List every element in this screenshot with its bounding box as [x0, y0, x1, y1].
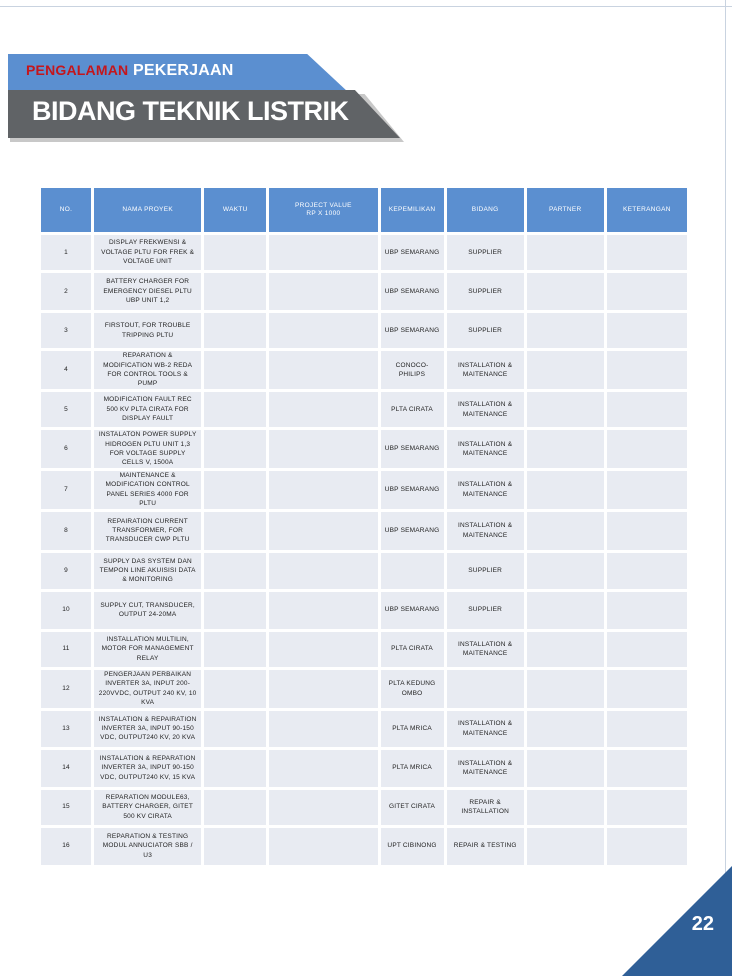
cell-project-value [269, 592, 377, 629]
cell-nama-proyek: DISPLAY FREKWENSI & VOLTAGE PLTU FOR FREK & VOLTAGE UNIT [94, 235, 201, 270]
cell-partner [527, 392, 604, 427]
cell-no: 7 [41, 471, 91, 509]
cell-keterangan [607, 273, 687, 310]
cell-no: 13 [41, 711, 91, 747]
cell-nama-proyek: FIRSTOUT, FOR TROUBLE TRIPPING PLTU [94, 313, 201, 348]
cell-keterangan [607, 632, 687, 667]
cell-no: 15 [41, 790, 91, 825]
cell-waktu [204, 430, 266, 468]
cell-waktu [204, 790, 266, 825]
cell-waktu [204, 670, 266, 708]
table-row [41, 670, 687, 708]
cell-keterangan [607, 313, 687, 348]
cell-nama-proyek: INSTALATION & REPAIRATION INVERTER 3A, INPUT 90-150 VDC, OUTPUT240 KV, 20 KVA [94, 711, 201, 747]
table-row [41, 392, 687, 427]
cell-bidang: INSTALLATION & MAITENANCE [447, 512, 524, 550]
cell-waktu [204, 273, 266, 310]
cell-keterangan [607, 670, 687, 708]
page-title: BIDANG TEKNIK LISTRIK [32, 96, 349, 126]
cell-no: 4 [41, 351, 91, 389]
cell-kepemilikan: PLTA KEDUNG OMBO [381, 670, 444, 708]
cell-partner [527, 351, 604, 389]
cell-kepemilikan: PLTA MRICA [381, 711, 444, 747]
table-row [41, 592, 687, 629]
table-row [41, 313, 687, 348]
header-project-value-line2: RP X 1000 [306, 210, 341, 217]
cell-waktu [204, 313, 266, 348]
cell-project-value [269, 430, 377, 468]
cell-no: 1 [41, 235, 91, 270]
cell-bidang: INSTALLATION & MAITENANCE [447, 632, 524, 667]
cell-project-value [269, 750, 377, 787]
cell-no: 10 [41, 592, 91, 629]
header-keterangan: KETERANGAN [607, 188, 687, 232]
cell-waktu [204, 592, 266, 629]
cell-waktu [204, 553, 266, 589]
cell-partner [527, 790, 604, 825]
cell-partner [527, 592, 604, 629]
table-body [41, 235, 687, 865]
cell-nama-proyek: REPARATION & TESTING MODUL ANNUCIATOR SBB / U3 [94, 828, 201, 865]
cell-bidang: INSTALLATION & MAITENANCE [447, 392, 524, 427]
table-row [41, 632, 687, 667]
cell-bidang: INSTALLATION & MAITENANCE [447, 351, 524, 389]
cell-nama-proyek: SUPPLY CUT, TRANSDUCER, OUTPUT 24-20MA [94, 592, 201, 629]
table-row [41, 273, 687, 310]
cell-kepemilikan: UBP SEMARANG [381, 273, 444, 310]
cell-bidang: REPAIR & INSTALLATION [447, 790, 524, 825]
cell-partner [527, 828, 604, 865]
cell-keterangan [607, 430, 687, 468]
cell-no: 2 [41, 273, 91, 310]
cell-partner [527, 670, 604, 708]
subtitle [26, 62, 234, 80]
cell-keterangan [607, 392, 687, 427]
cell-project-value [269, 273, 377, 310]
cell-kepemilikan: UBP SEMARANG [381, 471, 444, 509]
table-row [41, 553, 687, 589]
cell-project-value [269, 670, 377, 708]
cell-bidang: SUPPLIER [447, 313, 524, 348]
cell-keterangan [607, 512, 687, 550]
cell-nama-proyek: BATTERY CHARGER FOR EMERGENCY DIESEL PLTU UBP UNIT 1,2 [94, 273, 201, 310]
cell-no: 6 [41, 430, 91, 468]
cell-waktu [204, 235, 266, 270]
header-kepemilikan: KEPEMILIKAN [381, 188, 444, 232]
cell-no: 14 [41, 750, 91, 787]
cell-keterangan [607, 750, 687, 787]
cell-partner [527, 273, 604, 310]
table-row [41, 512, 687, 550]
cell-partner [527, 711, 604, 747]
cell-nama-proyek: INSTALATION & REPARATION INVERTER 3A, INPUT 90-150 VDC, OUTPUT240 KV, 15 KVA [94, 750, 201, 787]
cell-waktu [204, 750, 266, 787]
cell-keterangan [607, 790, 687, 825]
cell-bidang: SUPPLIER [447, 273, 524, 310]
cell-project-value [269, 553, 377, 589]
cell-bidang: SUPPLIER [447, 235, 524, 270]
cell-kepemilikan: UBP SEMARANG [381, 592, 444, 629]
table-row [41, 790, 687, 825]
cell-kepemilikan: PLTA CIRATA [381, 632, 444, 667]
cell-bidang: INSTALLATION & MAITENANCE [447, 430, 524, 468]
cell-keterangan [607, 235, 687, 270]
cell-partner [527, 512, 604, 550]
table-header-row [41, 188, 687, 232]
cell-project-value [269, 828, 377, 865]
header-bidang: BIDANG [447, 188, 524, 232]
table-row [41, 750, 687, 787]
cell-keterangan [607, 553, 687, 589]
subtitle-white-text: PEKERJAAN [133, 62, 234, 79]
table-row [41, 351, 687, 389]
cell-no: 9 [41, 553, 91, 589]
page-corner-triangle [622, 866, 732, 976]
cell-no: 8 [41, 512, 91, 550]
cell-nama-proyek: INSTALATON POWER SUPPLY HIDROGEN PLTU UNIT 1,3 FOR VOLTAGE SUPPLY CELLS V, 1500A [94, 430, 201, 468]
page-right-border [725, 0, 732, 976]
cell-no: 16 [41, 828, 91, 865]
cell-waktu [204, 632, 266, 667]
cell-partner [527, 471, 604, 509]
cell-waktu [204, 512, 266, 550]
cell-nama-proyek: INSTALLATION MULTILIN, MOTOR FOR MANAGEMENT RELAY [94, 632, 201, 667]
cell-partner [527, 313, 604, 348]
cell-kepemilikan: UBP SEMARANG [381, 512, 444, 550]
cell-project-value [269, 632, 377, 667]
cell-nama-proyek: MAINTENANCE & MODIFICATION CONTROL PANEL SERIES 4000 FOR PLTU [94, 471, 201, 509]
header-no: NO. [41, 188, 91, 232]
cell-project-value [269, 351, 377, 389]
cell-keterangan [607, 828, 687, 865]
cell-bidang: INSTALLATION & MAITENANCE [447, 471, 524, 509]
cell-nama-proyek: REPARATION & MODIFICATION WB-2 REDA FOR CONTROL TOOLS & PUMP [94, 351, 201, 389]
header-partner: PARTNER [527, 188, 604, 232]
cell-bidang: INSTALLATION & MAITENANCE [447, 711, 524, 747]
cell-kepemilikan: GITET CIRATA [381, 790, 444, 825]
cell-keterangan [607, 592, 687, 629]
cell-partner [527, 553, 604, 589]
cell-kepemilikan: UBP SEMARANG [381, 313, 444, 348]
cell-bidang: SUPPLIER [447, 553, 524, 589]
cell-project-value [269, 313, 377, 348]
header-project-value-line1: PROJECT VALUE [295, 201, 352, 209]
cell-kepemilikan [381, 553, 444, 589]
cell-project-value [269, 392, 377, 427]
cell-no: 11 [41, 632, 91, 667]
cell-nama-proyek: SUPPLY DAS SYSTEM DAN TEMPON LINE AKUISISI DATA & MONITORING [94, 553, 201, 589]
cell-bidang: INSTALLATION & MAITENANCE [447, 750, 524, 787]
cell-nama-proyek: MODIFICATION FAULT REC 500 KV PLTA CIRATA FOR DISPLAY FAULT [94, 392, 201, 427]
cell-waktu [204, 471, 266, 509]
cell-project-value [269, 512, 377, 550]
cell-project-value [269, 790, 377, 825]
cell-nama-proyek: PENGERJAAN PERBAIKAN INVERTER 3A, INPUT 200-220VVDC, OUTPUT 240 KV, 10 KVA [94, 670, 201, 708]
cell-project-value [269, 471, 377, 509]
header-waktu: WAKTU [204, 188, 266, 232]
cell-project-value [269, 235, 377, 270]
cell-no: 12 [41, 670, 91, 708]
cell-waktu [204, 351, 266, 389]
table-row [41, 235, 687, 270]
cell-partner [527, 235, 604, 270]
cell-partner [527, 430, 604, 468]
cell-keterangan [607, 471, 687, 509]
cell-bidang: REPAIR & TESTING [447, 828, 524, 865]
cell-partner [527, 632, 604, 667]
cell-waktu [204, 711, 266, 747]
cell-kepemilikan: UBP SEMARANG [381, 235, 444, 270]
table-row [41, 828, 687, 865]
subtitle-red-text: PENGALAMAN [26, 62, 129, 78]
cell-waktu [204, 392, 266, 427]
cell-nama-proyek: REPARATION MODULE63, BATTERY CHARGER, GITET 500 KV CIRATA [94, 790, 201, 825]
project-table [38, 185, 690, 868]
cell-kepemilikan: PLTA MRICA [381, 750, 444, 787]
cell-keterangan [607, 711, 687, 747]
cell-partner [527, 750, 604, 787]
table-row [41, 430, 687, 468]
cell-project-value [269, 711, 377, 747]
cell-waktu [204, 828, 266, 865]
cell-bidang [447, 670, 524, 708]
header-project-value [269, 188, 377, 232]
header-nama-proyek: NAMA PROYEK [94, 188, 201, 232]
cell-nama-proyek: REPAIRATION CURRENT TRANSFORMER, FOR TRANSDUCER CWP PLTU [94, 512, 201, 550]
table-row [41, 711, 687, 747]
page-top-border [0, 0, 732, 7]
cell-kepemilikan: CONOCO-PHILIPS [381, 351, 444, 389]
cell-keterangan [607, 351, 687, 389]
cell-no: 3 [41, 313, 91, 348]
cell-no: 5 [41, 392, 91, 427]
table-row [41, 471, 687, 509]
cell-kepemilikan: PLTA CIRATA [381, 392, 444, 427]
page-number: 22 [691, 913, 714, 935]
cell-kepemilikan: UBP SEMARANG [381, 430, 444, 468]
cell-kepemilikan: UPT CIBINONG [381, 828, 444, 865]
cell-bidang: SUPPLIER [447, 592, 524, 629]
